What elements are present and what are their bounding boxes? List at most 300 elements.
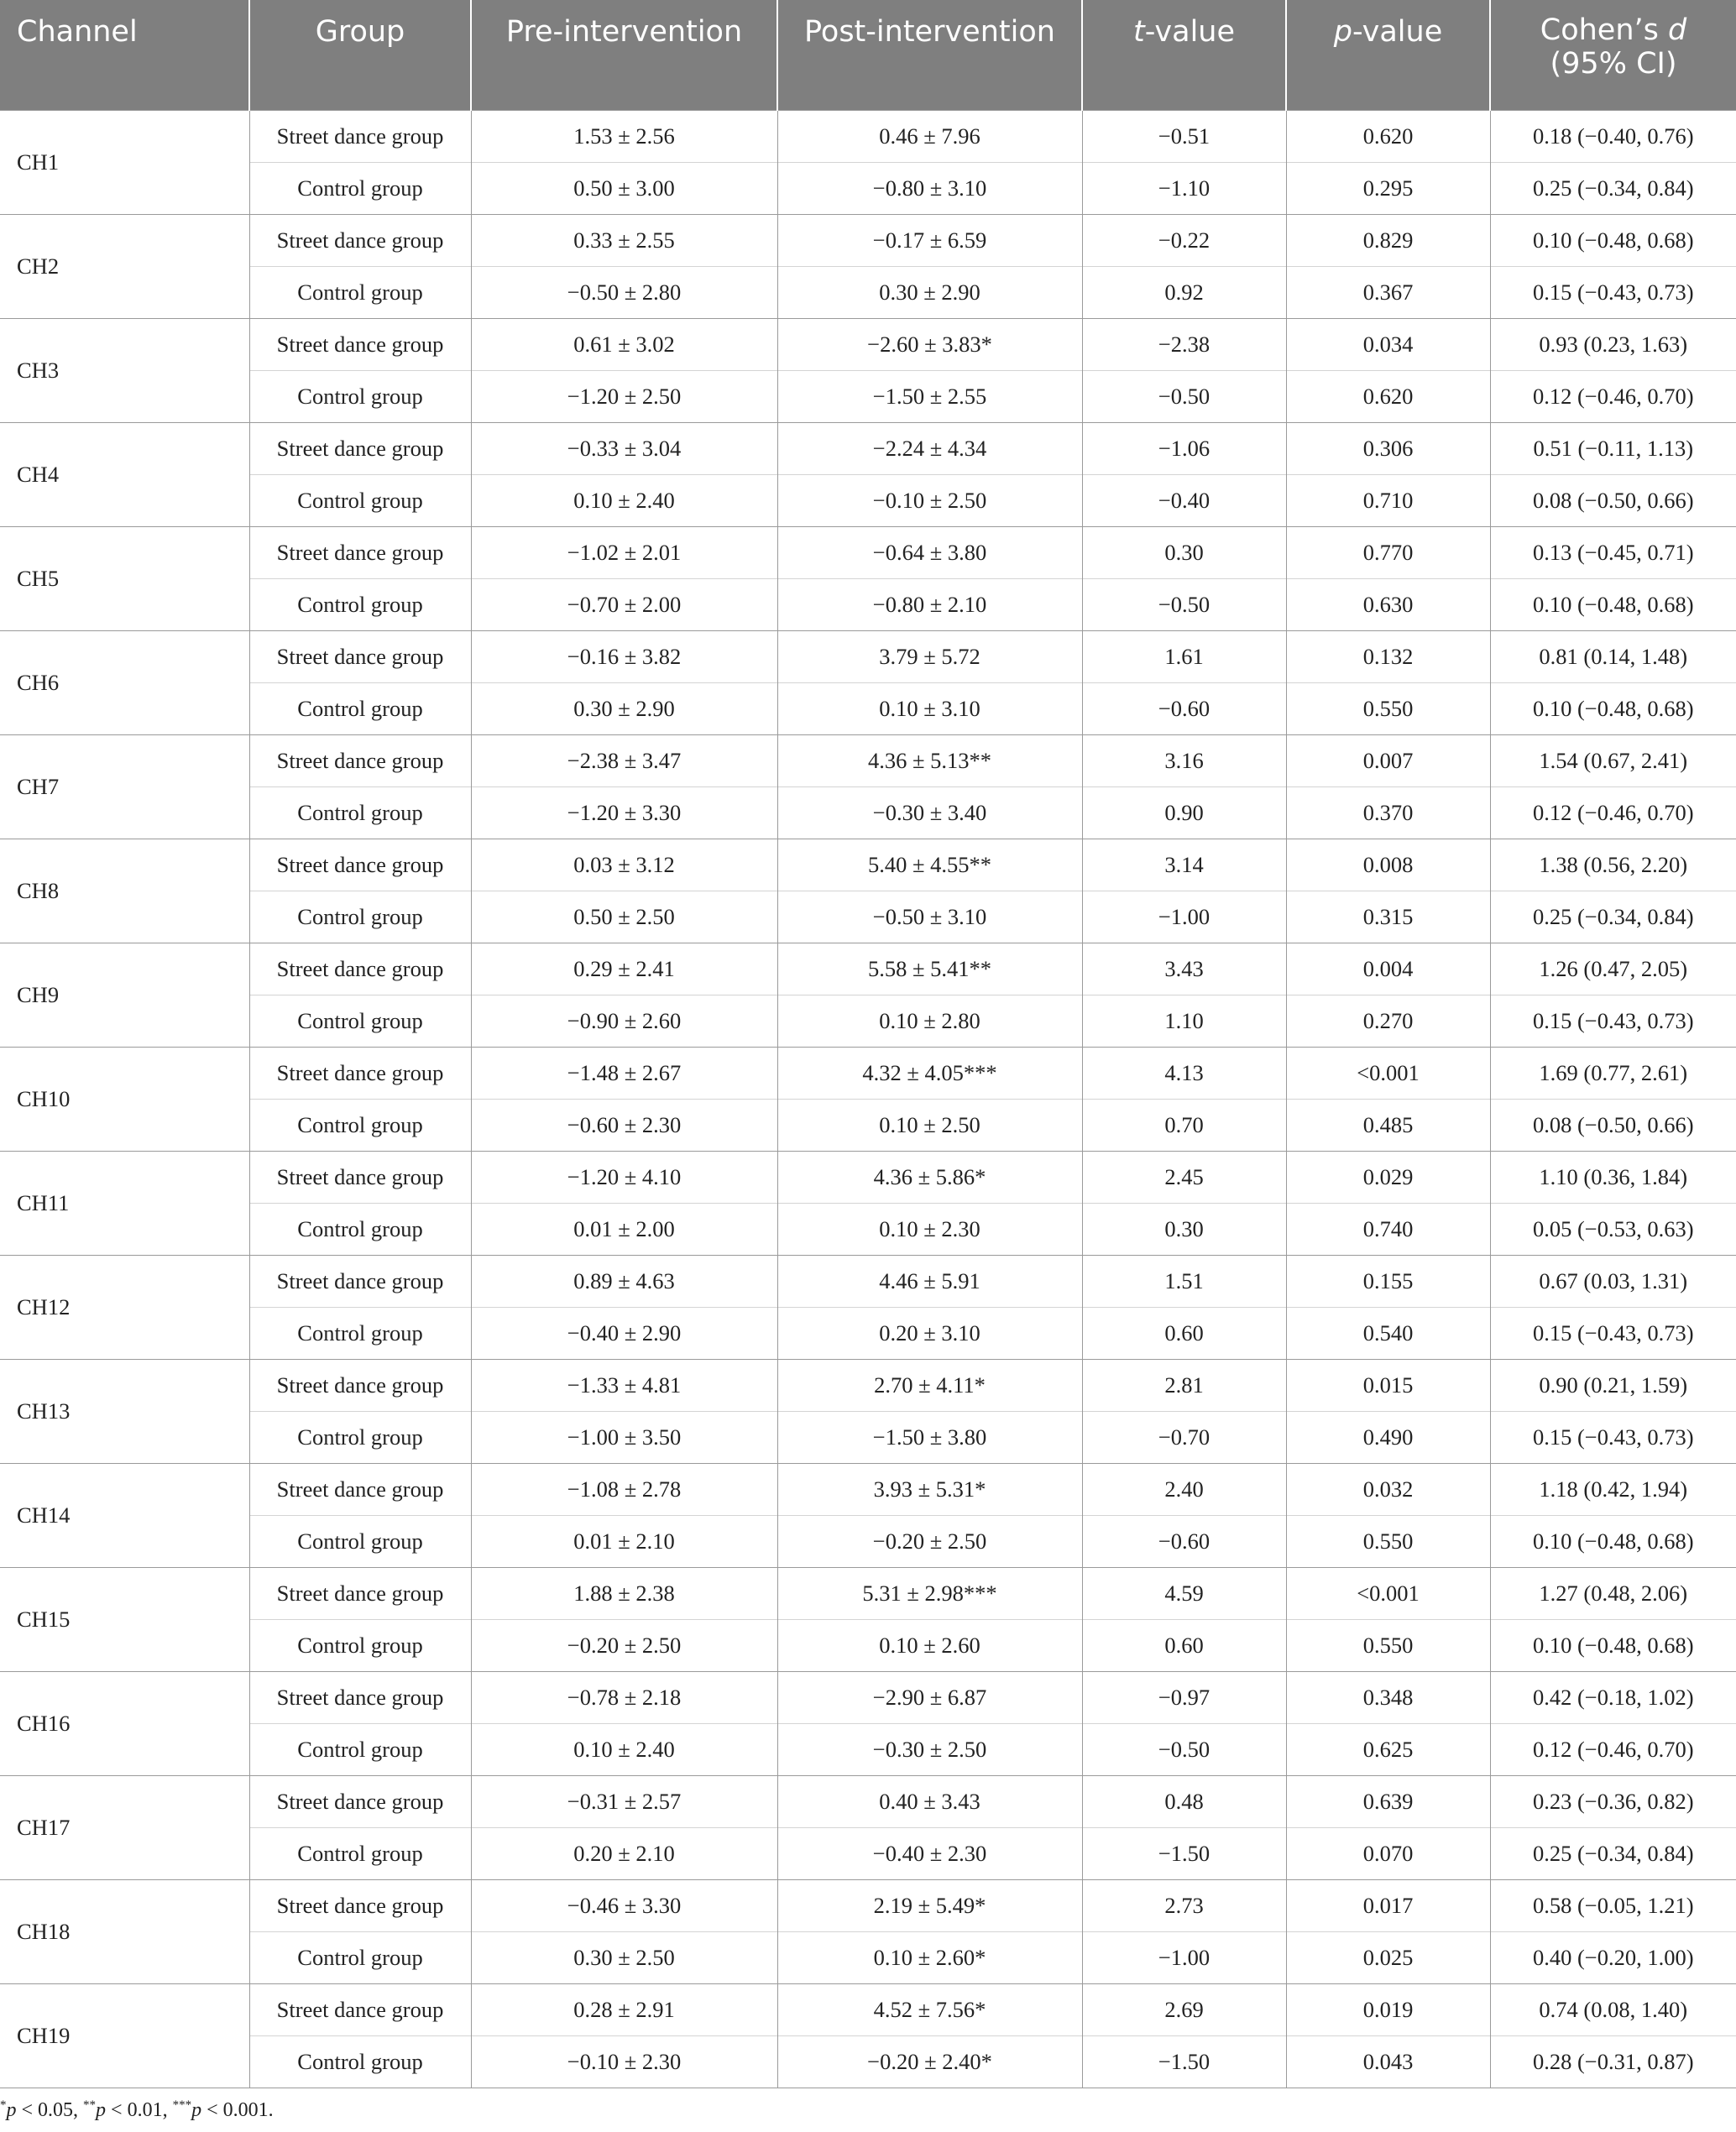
- group-cell: Street dance group: [249, 1464, 471, 1516]
- p-value-cell: 0.367: [1286, 267, 1490, 319]
- pre-intervention-cell: −0.70 ± 2.00: [471, 579, 777, 631]
- p-value-cell: <0.001: [1286, 1568, 1490, 1620]
- pre-intervention-cell: −1.33 ± 4.81: [471, 1360, 777, 1412]
- post-intervention-cell: 0.30 ± 2.90: [777, 267, 1082, 319]
- pre-intervention-cell: 0.03 ± 3.12: [471, 839, 777, 891]
- post-intervention-cell: 5.58 ± 5.41**: [777, 943, 1082, 995]
- footnote-p2: p: [96, 2099, 107, 2121]
- t-value-cell: −1.06: [1082, 423, 1286, 475]
- p-value-cell: 0.370: [1286, 787, 1490, 839]
- p-value-cell: 0.639: [1286, 1776, 1490, 1828]
- pre-intervention-cell: 0.28 ± 2.91: [471, 1984, 777, 2036]
- p-value-cell: 0.306: [1286, 423, 1490, 475]
- p-value-cell: 0.620: [1286, 371, 1490, 423]
- cohens-d-cell: 0.15 (−0.43, 0.73): [1490, 267, 1736, 319]
- post-intervention-cell: −0.20 ± 2.40*: [777, 2036, 1082, 2088]
- group-cell: Street dance group: [249, 319, 471, 371]
- table-row: [0, 371, 1736, 423]
- t-value-cell: 2.81: [1082, 1360, 1286, 1412]
- pre-intervention-cell: −0.10 ± 2.30: [471, 2036, 777, 2088]
- p-value-cell: 0.004: [1286, 943, 1490, 995]
- t-value-cell: 0.70: [1082, 1100, 1286, 1152]
- t-value-cell: 0.48: [1082, 1776, 1286, 1828]
- cohens-d-cell: 1.38 (0.56, 2.20): [1490, 839, 1736, 891]
- cohens-d-cell: 0.58 (−0.05, 1.21): [1490, 1880, 1736, 1932]
- cohens-d-cell: 0.23 (−0.36, 0.82): [1490, 1776, 1736, 1828]
- table-row: [0, 1724, 1736, 1776]
- post-intervention-cell: −0.20 ± 2.50: [777, 1516, 1082, 1568]
- table-row: [0, 319, 1736, 371]
- table-row: [0, 1412, 1736, 1464]
- p-value-cell: 0.015: [1286, 1360, 1490, 1412]
- post-intervention-cell: 0.10 ± 2.30: [777, 1204, 1082, 1256]
- t-value-cell: 2.73: [1082, 1880, 1286, 1932]
- post-intervention-cell: −2.24 ± 4.34: [777, 423, 1082, 475]
- cohens-d-cell: 0.42 (−0.18, 1.02): [1490, 1672, 1736, 1724]
- header-t-italic: t: [1132, 15, 1145, 49]
- t-value-cell: −0.50: [1082, 371, 1286, 423]
- cohens-d-cell: 0.51 (−0.11, 1.13): [1490, 423, 1736, 475]
- group-cell: Control group: [249, 267, 471, 319]
- t-value-cell: 0.30: [1082, 1204, 1286, 1256]
- cohens-d-cell: 0.28 (−0.31, 0.87): [1490, 2036, 1736, 2088]
- p-value-cell: 0.019: [1286, 1984, 1490, 2036]
- p-value-cell: 0.630: [1286, 579, 1490, 631]
- table-header: [0, 0, 1736, 111]
- p-value-cell: 0.550: [1286, 683, 1490, 735]
- cohens-d-cell: 0.81 (0.14, 1.48): [1490, 631, 1736, 683]
- pre-intervention-cell: 0.10 ± 2.40: [471, 475, 777, 527]
- t-value-cell: 0.90: [1082, 787, 1286, 839]
- footnote-sig1-mark: *: [0, 2098, 7, 2112]
- t-value-cell: −1.50: [1082, 2036, 1286, 2088]
- cohens-d-cell: 0.12 (−0.46, 0.70): [1490, 371, 1736, 423]
- pre-intervention-cell: 0.61 ± 3.02: [471, 319, 777, 371]
- header-cohens-d: [1490, 0, 1736, 111]
- t-value-cell: 0.60: [1082, 1620, 1286, 1672]
- t-value-cell: 1.51: [1082, 1256, 1286, 1308]
- channel-cell: CH10: [0, 1048, 249, 1152]
- cohens-d-cell: 0.15 (−0.43, 0.73): [1490, 1308, 1736, 1360]
- t-value-cell: −0.40: [1082, 475, 1286, 527]
- p-value-cell: 0.070: [1286, 1828, 1490, 1880]
- header-t-value: [1082, 0, 1286, 111]
- p-value-cell: 0.008: [1286, 839, 1490, 891]
- post-intervention-cell: −0.30 ± 2.50: [777, 1724, 1082, 1776]
- group-cell: Control group: [249, 1620, 471, 1672]
- header-t-rest: -value: [1144, 15, 1236, 49]
- cohens-d-cell: 0.25 (−0.34, 0.84): [1490, 891, 1736, 943]
- table-row: [0, 1308, 1736, 1360]
- pre-intervention-cell: 0.20 ± 2.10: [471, 1828, 777, 1880]
- pre-intervention-cell: −1.08 ± 2.78: [471, 1464, 777, 1516]
- group-cell: Street dance group: [249, 1880, 471, 1932]
- cohens-d-cell: 0.90 (0.21, 1.59): [1490, 1360, 1736, 1412]
- table-row: [0, 787, 1736, 839]
- table-row: [0, 735, 1736, 787]
- table-row: [0, 891, 1736, 943]
- cohens-d-cell: 0.18 (−0.40, 0.76): [1490, 111, 1736, 163]
- pre-intervention-cell: 0.29 ± 2.41: [471, 943, 777, 995]
- table-row: [0, 1568, 1736, 1620]
- cohens-d-cell: 0.10 (−0.48, 0.68): [1490, 215, 1736, 267]
- post-intervention-cell: 3.93 ± 5.31*: [777, 1464, 1082, 1516]
- footnote-p3: p: [191, 2099, 202, 2121]
- table-row: [0, 2036, 1736, 2088]
- table-footnote: [0, 2098, 1736, 2132]
- t-value-cell: −0.50: [1082, 579, 1286, 631]
- t-value-cell: −0.50: [1082, 1724, 1286, 1776]
- table-row: [0, 579, 1736, 631]
- t-value-cell: −1.10: [1082, 163, 1286, 215]
- post-intervention-cell: 2.19 ± 5.49*: [777, 1880, 1082, 1932]
- p-value-cell: 0.025: [1286, 1932, 1490, 1984]
- post-intervention-cell: 4.36 ± 5.13**: [777, 735, 1082, 787]
- t-value-cell: 2.69: [1082, 1984, 1286, 2036]
- pre-intervention-cell: 0.10 ± 2.40: [471, 1724, 777, 1776]
- cohens-d-cell: 1.54 (0.67, 2.41): [1490, 735, 1736, 787]
- post-intervention-cell: −0.30 ± 3.40: [777, 787, 1082, 839]
- pre-intervention-cell: −0.46 ± 3.30: [471, 1880, 777, 1932]
- p-value-cell: 0.348: [1286, 1672, 1490, 1724]
- p-value-cell: 0.550: [1286, 1516, 1490, 1568]
- t-value-cell: 3.16: [1082, 735, 1286, 787]
- cohens-d-cell: 0.05 (−0.53, 0.63): [1490, 1204, 1736, 1256]
- table-row: [0, 1880, 1736, 1932]
- pre-intervention-cell: −0.60 ± 2.30: [471, 1100, 777, 1152]
- table-row: [0, 527, 1736, 579]
- channel-cell: CH7: [0, 735, 249, 839]
- header-pre-intervention: Pre-intervention: [471, 0, 777, 111]
- group-cell: Control group: [249, 475, 471, 527]
- cohens-d-cell: 1.69 (0.77, 2.61): [1490, 1048, 1736, 1100]
- t-value-cell: 2.40: [1082, 1464, 1286, 1516]
- t-value-cell: −0.70: [1082, 1412, 1286, 1464]
- p-value-cell: 0.034: [1286, 319, 1490, 371]
- table-row: [0, 1932, 1736, 1984]
- cohens-d-cell: 1.18 (0.42, 1.94): [1490, 1464, 1736, 1516]
- t-value-cell: −0.60: [1082, 1516, 1286, 1568]
- t-value-cell: −1.50: [1082, 1828, 1286, 1880]
- table-body: [0, 111, 1736, 2088]
- post-intervention-cell: 0.46 ± 7.96: [777, 111, 1082, 163]
- pre-intervention-cell: −2.38 ± 3.47: [471, 735, 777, 787]
- post-intervention-cell: 0.20 ± 3.10: [777, 1308, 1082, 1360]
- group-cell: Street dance group: [249, 111, 471, 163]
- pre-intervention-cell: 0.01 ± 2.10: [471, 1516, 777, 1568]
- footnote-t1: < 0.05,: [16, 2099, 84, 2121]
- header-d-italic: d: [1668, 13, 1687, 47]
- table-row: [0, 475, 1736, 527]
- channel-cell: CH12: [0, 1256, 249, 1360]
- group-cell: Street dance group: [249, 631, 471, 683]
- cohens-d-cell: 0.10 (−0.48, 0.68): [1490, 579, 1736, 631]
- group-cell: Control group: [249, 2036, 471, 2088]
- channel-cell: CH13: [0, 1360, 249, 1464]
- cohens-d-cell: 0.40 (−0.20, 1.00): [1490, 1932, 1736, 1984]
- p-value-cell: 0.740: [1286, 1204, 1490, 1256]
- post-intervention-cell: 4.32 ± 4.05***: [777, 1048, 1082, 1100]
- post-intervention-cell: 0.10 ± 2.50: [777, 1100, 1082, 1152]
- pre-intervention-cell: −0.50 ± 2.80: [471, 267, 777, 319]
- cohens-d-cell: 0.25 (−0.34, 0.84): [1490, 163, 1736, 215]
- group-cell: Control group: [249, 1308, 471, 1360]
- group-cell: Street dance group: [249, 735, 471, 787]
- pre-intervention-cell: −0.78 ± 2.18: [471, 1672, 777, 1724]
- p-value-cell: 0.490: [1286, 1412, 1490, 1464]
- group-cell: Control group: [249, 163, 471, 215]
- group-cell: Street dance group: [249, 1256, 471, 1308]
- t-value-cell: 2.45: [1082, 1152, 1286, 1204]
- channel-cell: CH9: [0, 943, 249, 1048]
- post-intervention-cell: −0.50 ± 3.10: [777, 891, 1082, 943]
- cohens-d-cell: 1.27 (0.48, 2.06): [1490, 1568, 1736, 1620]
- post-intervention-cell: 0.10 ± 2.60: [777, 1620, 1082, 1672]
- post-intervention-cell: −1.50 ± 2.55: [777, 371, 1082, 423]
- table-row: [0, 163, 1736, 215]
- pre-intervention-cell: 0.33 ± 2.55: [471, 215, 777, 267]
- p-value-cell: 0.315: [1286, 891, 1490, 943]
- t-value-cell: 0.60: [1082, 1308, 1286, 1360]
- t-value-cell: 4.13: [1082, 1048, 1286, 1100]
- pre-intervention-cell: −1.20 ± 2.50: [471, 371, 777, 423]
- channel-cell: CH15: [0, 1568, 249, 1672]
- post-intervention-cell: 4.36 ± 5.86*: [777, 1152, 1082, 1204]
- t-value-cell: 3.43: [1082, 943, 1286, 995]
- channel-cell: CH14: [0, 1464, 249, 1568]
- group-cell: Control group: [249, 1100, 471, 1152]
- t-value-cell: 1.10: [1082, 995, 1286, 1048]
- footnote-p1: p: [6, 2099, 17, 2121]
- pre-intervention-cell: −1.20 ± 3.30: [471, 787, 777, 839]
- pre-intervention-cell: 1.88 ± 2.38: [471, 1568, 777, 1620]
- pre-intervention-cell: 0.01 ± 2.00: [471, 1204, 777, 1256]
- post-intervention-cell: 0.10 ± 3.10: [777, 683, 1082, 735]
- group-cell: Street dance group: [249, 1568, 471, 1620]
- p-value-cell: 0.829: [1286, 215, 1490, 267]
- table-row: [0, 943, 1736, 995]
- table-row: [0, 1204, 1736, 1256]
- group-cell: Street dance group: [249, 215, 471, 267]
- group-cell: Street dance group: [249, 1360, 471, 1412]
- p-value-cell: 0.029: [1286, 1152, 1490, 1204]
- header-p-rest: -value: [1352, 15, 1443, 49]
- header-p-italic: p: [1333, 15, 1352, 49]
- p-value-cell: 0.155: [1286, 1256, 1490, 1308]
- table-row: [0, 1984, 1736, 2036]
- table-row: [0, 1672, 1736, 1724]
- post-intervention-cell: 5.40 ± 4.55**: [777, 839, 1082, 891]
- table-row: [0, 267, 1736, 319]
- p-value-cell: 0.620: [1286, 111, 1490, 163]
- pre-intervention-cell: −1.20 ± 4.10: [471, 1152, 777, 1204]
- channel-cell: CH16: [0, 1672, 249, 1776]
- cohens-d-cell: 0.15 (−0.43, 0.73): [1490, 995, 1736, 1048]
- table-row: [0, 1776, 1736, 1828]
- post-intervention-cell: 0.40 ± 3.43: [777, 1776, 1082, 1828]
- group-cell: Street dance group: [249, 1672, 471, 1724]
- footnote-sig2-mark: **: [83, 2098, 97, 2112]
- table-row: [0, 215, 1736, 267]
- pre-intervention-cell: 0.50 ± 3.00: [471, 163, 777, 215]
- t-value-cell: 0.92: [1082, 267, 1286, 319]
- cohens-d-cell: 0.08 (−0.50, 0.66): [1490, 475, 1736, 527]
- group-cell: Control group: [249, 1724, 471, 1776]
- pre-intervention-cell: 0.50 ± 2.50: [471, 891, 777, 943]
- pre-intervention-cell: −0.20 ± 2.50: [471, 1620, 777, 1672]
- header-row: [0, 0, 1736, 111]
- post-intervention-cell: −0.17 ± 6.59: [777, 215, 1082, 267]
- post-intervention-cell: 0.10 ± 2.80: [777, 995, 1082, 1048]
- channel-cell: CH1: [0, 111, 249, 215]
- cohens-d-cell: 0.13 (−0.45, 0.71): [1490, 527, 1736, 579]
- cohens-d-cell: 0.93 (0.23, 1.63): [1490, 319, 1736, 371]
- table-row: [0, 1620, 1736, 1672]
- group-cell: Control group: [249, 1516, 471, 1568]
- group-cell: Street dance group: [249, 943, 471, 995]
- t-value-cell: −0.97: [1082, 1672, 1286, 1724]
- post-intervention-cell: −0.64 ± 3.80: [777, 527, 1082, 579]
- group-cell: Street dance group: [249, 1984, 471, 2036]
- cohens-d-cell: 0.25 (−0.34, 0.84): [1490, 1828, 1736, 1880]
- table-row: [0, 1360, 1736, 1412]
- table-row: [0, 423, 1736, 475]
- group-cell: Street dance group: [249, 423, 471, 475]
- pre-intervention-cell: −0.40 ± 2.90: [471, 1308, 777, 1360]
- cohens-d-cell: 0.12 (−0.46, 0.70): [1490, 1724, 1736, 1776]
- table-row: [0, 111, 1736, 163]
- table-row: [0, 995, 1736, 1048]
- group-cell: Control group: [249, 1932, 471, 1984]
- post-intervention-cell: 3.79 ± 5.72: [777, 631, 1082, 683]
- group-cell: Control group: [249, 371, 471, 423]
- pre-intervention-cell: −0.90 ± 2.60: [471, 995, 777, 1048]
- group-cell: Control group: [249, 995, 471, 1048]
- post-intervention-cell: 5.31 ± 2.98***: [777, 1568, 1082, 1620]
- header-d-line1: Cohen’s: [1540, 13, 1669, 47]
- p-value-cell: 0.550: [1286, 1620, 1490, 1672]
- table-row: [0, 631, 1736, 683]
- channel-cell: CH2: [0, 215, 249, 319]
- channel-cell: CH8: [0, 839, 249, 943]
- header-d-line2: (95% CI): [1550, 47, 1677, 81]
- group-cell: Street dance group: [249, 1776, 471, 1828]
- pre-intervention-cell: −1.48 ± 2.67: [471, 1048, 777, 1100]
- channel-cell: CH5: [0, 527, 249, 631]
- pre-intervention-cell: 0.30 ± 2.90: [471, 683, 777, 735]
- header-post-intervention: Post-intervention: [777, 0, 1082, 111]
- t-value-cell: 4.59: [1082, 1568, 1286, 1620]
- cohens-d-cell: 1.26 (0.47, 2.05): [1490, 943, 1736, 995]
- table-row: [0, 683, 1736, 735]
- cohens-d-cell: 0.15 (−0.43, 0.73): [1490, 1412, 1736, 1464]
- post-intervention-cell: −1.50 ± 3.80: [777, 1412, 1082, 1464]
- cohens-d-cell: 0.67 (0.03, 1.31): [1490, 1256, 1736, 1308]
- t-value-cell: 3.14: [1082, 839, 1286, 891]
- p-value-cell: 0.770: [1286, 527, 1490, 579]
- group-cell: Control group: [249, 891, 471, 943]
- group-cell: Control group: [249, 1828, 471, 1880]
- group-cell: Street dance group: [249, 1048, 471, 1100]
- post-intervention-cell: −2.90 ± 6.87: [777, 1672, 1082, 1724]
- pre-intervention-cell: −0.31 ± 2.57: [471, 1776, 777, 1828]
- t-value-cell: 0.30: [1082, 527, 1286, 579]
- group-cell: Control group: [249, 683, 471, 735]
- table-row: [0, 1828, 1736, 1880]
- channel-cell: CH17: [0, 1776, 249, 1880]
- table-row: [0, 1152, 1736, 1204]
- header-channel: Channel: [0, 0, 249, 111]
- table-row: [0, 839, 1736, 891]
- table-row: [0, 1048, 1736, 1100]
- p-value-cell: 0.017: [1286, 1880, 1490, 1932]
- p-value-cell: 0.043: [1286, 2036, 1490, 2088]
- group-cell: Street dance group: [249, 839, 471, 891]
- pre-intervention-cell: −1.00 ± 3.50: [471, 1412, 777, 1464]
- cohens-d-cell: 1.10 (0.36, 1.84): [1490, 1152, 1736, 1204]
- t-value-cell: −1.00: [1082, 1932, 1286, 1984]
- p-value-cell: 0.625: [1286, 1724, 1490, 1776]
- t-value-cell: −0.60: [1082, 683, 1286, 735]
- channel-cell: CH6: [0, 631, 249, 735]
- pre-intervention-cell: 0.30 ± 2.50: [471, 1932, 777, 1984]
- group-cell: Control group: [249, 787, 471, 839]
- cohens-d-cell: 0.10 (−0.48, 0.68): [1490, 683, 1736, 735]
- header-group: Group: [249, 0, 471, 111]
- post-intervention-cell: 0.10 ± 2.60*: [777, 1932, 1082, 1984]
- post-intervention-cell: 4.52 ± 7.56*: [777, 1984, 1082, 2036]
- header-p-value: [1286, 0, 1490, 111]
- footnote-t2: < 0.01,: [106, 2099, 173, 2121]
- p-value-cell: 0.710: [1286, 475, 1490, 527]
- cohens-d-cell: 0.10 (−0.48, 0.68): [1490, 1620, 1736, 1672]
- t-value-cell: 1.61: [1082, 631, 1286, 683]
- footnote-t3: < 0.001.: [201, 2099, 274, 2121]
- post-intervention-cell: −0.80 ± 2.10: [777, 579, 1082, 631]
- t-value-cell: −2.38: [1082, 319, 1286, 371]
- p-value-cell: 0.032: [1286, 1464, 1490, 1516]
- p-value-cell: <0.001: [1286, 1048, 1490, 1100]
- post-intervention-cell: −0.40 ± 2.30: [777, 1828, 1082, 1880]
- channel-cell: CH18: [0, 1880, 249, 1984]
- group-cell: Control group: [249, 1412, 471, 1464]
- table-row: [0, 1256, 1736, 1308]
- channel-cell: CH4: [0, 423, 249, 527]
- group-cell: Street dance group: [249, 1152, 471, 1204]
- group-cell: Control group: [249, 1204, 471, 1256]
- cohens-d-cell: 0.74 (0.08, 1.40): [1490, 1984, 1736, 2036]
- t-value-cell: −0.51: [1082, 111, 1286, 163]
- p-value-cell: 0.007: [1286, 735, 1490, 787]
- pre-intervention-cell: −0.33 ± 3.04: [471, 423, 777, 475]
- cohens-d-cell: 0.12 (−0.46, 0.70): [1490, 787, 1736, 839]
- cohens-d-cell: 0.10 (−0.48, 0.68): [1490, 1516, 1736, 1568]
- post-intervention-cell: 2.70 ± 4.11*: [777, 1360, 1082, 1412]
- group-cell: Control group: [249, 579, 471, 631]
- table-row: [0, 1100, 1736, 1152]
- channel-cell: CH19: [0, 1984, 249, 2088]
- t-value-cell: −1.00: [1082, 891, 1286, 943]
- post-intervention-cell: 4.46 ± 5.91: [777, 1256, 1082, 1308]
- p-value-cell: 0.270: [1286, 995, 1490, 1048]
- post-intervention-cell: −0.10 ± 2.50: [777, 475, 1082, 527]
- pre-intervention-cell: 1.53 ± 2.56: [471, 111, 777, 163]
- post-intervention-cell: −2.60 ± 3.83*: [777, 319, 1082, 371]
- pre-intervention-cell: 0.89 ± 4.63: [471, 1256, 777, 1308]
- channel-cell: CH3: [0, 319, 249, 423]
- p-value-cell: 0.295: [1286, 163, 1490, 215]
- t-value-cell: −0.22: [1082, 215, 1286, 267]
